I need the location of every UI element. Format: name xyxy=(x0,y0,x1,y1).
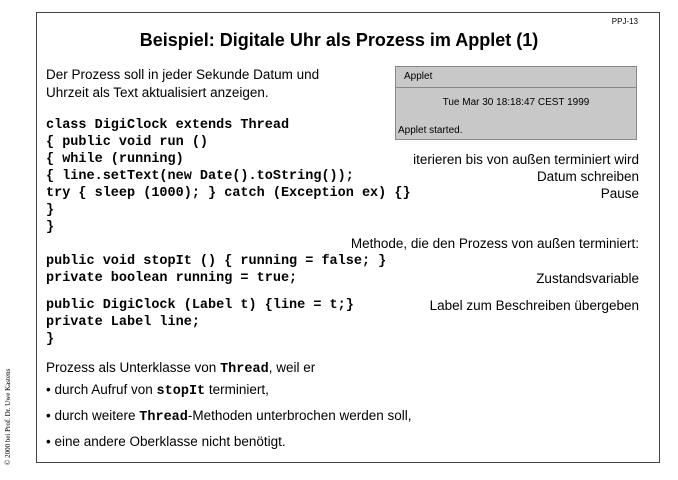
note-pause: Pause xyxy=(600,186,639,201)
applet-window xyxy=(395,66,637,140)
note-method: Methode, die den Prozess von außen terminiert: xyxy=(350,236,639,251)
bullet-2-text-b: -Methoden unterbrochen werden soll, xyxy=(187,408,412,423)
copyright-note: © 2000 bei Prof. Dr. Uwe Kastens xyxy=(4,368,12,465)
bullet-1-text-b: terminiert, xyxy=(205,382,269,397)
bullet-1-code: stopIt xyxy=(156,384,206,399)
applet-title: Applet xyxy=(396,67,636,88)
summary-bullet-3: • eine andere Oberklasse nicht benötigt. xyxy=(46,434,286,449)
note-state: Zustandsvariable xyxy=(536,271,639,286)
slide-title: Beispiel: Digitale Uhr als Prozess im Applet (1) xyxy=(139,30,539,50)
intro-line-1: Der Prozess soll in jeder Sekunde Datum und xyxy=(46,67,320,82)
code-line-7: } xyxy=(46,220,55,235)
summary-bullet-2 xyxy=(46,408,412,425)
summary-lead-text-b: , weil er xyxy=(268,360,316,375)
note-date: Datum schreiben xyxy=(536,169,639,184)
summary-lead-code: Thread xyxy=(220,362,269,377)
code-line-3: { while (running) xyxy=(46,152,184,167)
code-line-11: private Label line; xyxy=(46,315,200,330)
code-line-2: { public void run () xyxy=(46,135,209,150)
applet-clock-label: Tue Mar 30 18:18:47 CEST 1999 xyxy=(442,97,590,108)
code-line-12: } xyxy=(46,332,55,347)
summary-lead-text-a: Prozess als Unterklasse von xyxy=(46,360,221,375)
code-line-6: } xyxy=(46,203,55,218)
bullet-2-text-a: • durch weitere xyxy=(46,408,140,423)
code-line-9: private boolean running = true; xyxy=(46,271,298,286)
note-label: Label zum Beschreiben übergeben xyxy=(429,298,639,313)
bullet-1-text-a: • durch Aufruf von xyxy=(46,382,157,397)
summary-lead xyxy=(46,360,315,377)
intro-line-2: Uhrzeit als Text aktualisiert anzeigen. xyxy=(46,85,269,100)
bullet-2-code: Thread xyxy=(139,410,188,425)
code-line-8: public void stopIt () { running = false; } xyxy=(46,254,387,269)
page-id: PPJ-13 xyxy=(611,17,638,26)
note-iterate: iterieren bis von außen terminiert wird xyxy=(413,152,639,167)
code-line-1: class DigiClock extends Thread xyxy=(46,118,290,133)
summary-bullet-1 xyxy=(46,382,269,399)
code-line-10: public DigiClock (Label t) {line = t;} xyxy=(46,298,354,313)
code-line-4: { line.setText(new Date().toString()); xyxy=(46,169,354,184)
code-line-5: try { sleep (1000); } catch (Exception ex) {} xyxy=(46,186,411,201)
applet-status: Applet started. xyxy=(398,125,463,136)
